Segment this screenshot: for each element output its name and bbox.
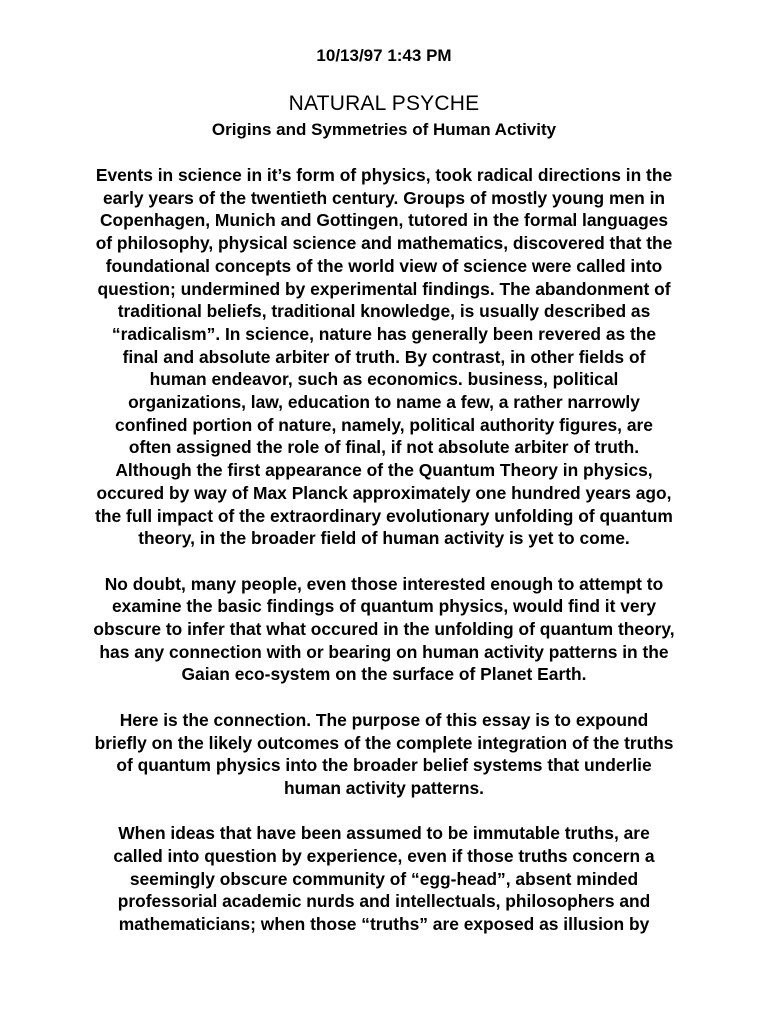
text-line: confined portion of nature, namely, political authority figures, are bbox=[115, 414, 653, 435]
text-line: occured by way of Max Planck approximately one hundred years ago, bbox=[96, 482, 672, 503]
text-line: obscure to infer that what occured in the unfolding of quantum theory, bbox=[93, 619, 675, 640]
text-line: question; undermined by experimental findings. The abandonment of bbox=[97, 278, 671, 299]
text-line: theory, in the broader field of human activity is yet to come. bbox=[138, 528, 630, 549]
text-line: No doubt, many people, even those interested enough to attempt to bbox=[104, 573, 664, 594]
text-line: “radicalism”. In science, nature has generally been revered as the bbox=[111, 323, 657, 344]
text-line: briefly on the likely outcomes of the complete integration of the truths bbox=[94, 732, 674, 753]
text-line: When ideas that have been assumed to be immutable truths, are bbox=[118, 823, 650, 844]
text-line: called into question by experience, even if those truths concern a bbox=[113, 846, 655, 867]
text-line: Copenhagen, Munich and Gottingen, tutored in the formal languages bbox=[99, 210, 669, 231]
text-line: human endeavor, such as economics. business, political bbox=[149, 369, 619, 390]
text-line: Gaian eco-system on the surface of Planet Earth. bbox=[181, 664, 587, 685]
text-line: final and absolute arbiter of truth. By contrast, in other fields of bbox=[122, 346, 646, 367]
timestamp: 10/13/97 1:43 PM bbox=[316, 46, 452, 65]
document-subtitle: Origins and Symmetries of Human Activity bbox=[211, 120, 557, 139]
text-line: foundational concepts of the world view of science were called into bbox=[105, 255, 663, 276]
paragraph bbox=[36, 822, 732, 936]
text-line: often assigned the role of final, if not absolute arbiter of truth. bbox=[128, 437, 640, 458]
text-line: Events in science in it’s form of physics, took radical directions in the bbox=[95, 165, 673, 185]
text-line: human activity patterns. bbox=[283, 777, 485, 798]
text-line: seemingly obscure community of “egg-head”, absent minded bbox=[129, 868, 639, 889]
text-line: mathematicians; when those “truths” are exposed as illusion by bbox=[118, 914, 650, 935]
paragraph bbox=[36, 709, 732, 800]
document-body bbox=[36, 164, 732, 959]
text-line: of philosophy, physical science and mathematics, discovered that the bbox=[95, 233, 673, 254]
paragraph bbox=[36, 164, 732, 550]
text-line: traditional beliefs, traditional knowledge, is usually described as bbox=[117, 301, 651, 322]
text-line: the full impact of the extraordinary evolutionary unfolding of quantum bbox=[95, 505, 673, 526]
document-title: NATURAL PSYCHE bbox=[288, 92, 480, 115]
paragraph bbox=[36, 573, 732, 687]
text-line: Here is the connection. The purpose of this essay is to expound bbox=[119, 709, 649, 730]
text-line: professorial academic nurds and intellectuals, philosophers and bbox=[117, 891, 651, 912]
text-line: examine the basic findings of quantum physics, would find it very bbox=[111, 596, 657, 617]
text-line: early years of the twentieth century. Groups of mostly young men in bbox=[102, 187, 666, 208]
text-line: Although the first appearance of the Quantum Theory in physics, bbox=[115, 460, 653, 481]
text-line: of quantum physics into the broader belief systems that underlie bbox=[116, 755, 652, 776]
text-line: organizations, law, education to name a few, a rather narrowly bbox=[128, 392, 640, 413]
text-line: has any connection with or bearing on human activity patterns in the bbox=[99, 641, 669, 662]
